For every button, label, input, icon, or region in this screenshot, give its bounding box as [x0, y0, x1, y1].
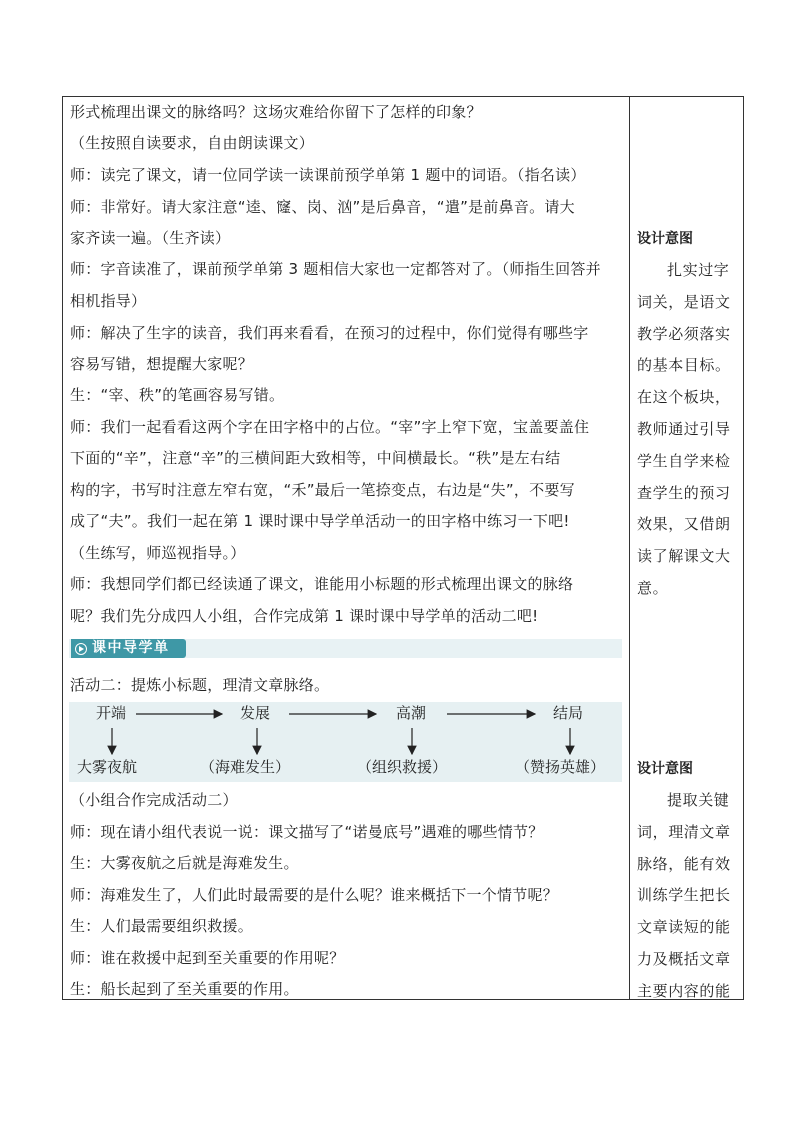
flow-stage: 开端 [96, 704, 127, 722]
text-line: 生：人们最需要组织救援。 [70, 917, 254, 935]
text-line: 师：我想同学们都已经读通了课文，谁能用小标题的形式梳理出课文的脉络 [70, 575, 574, 593]
design-intent-column [630, 97, 743, 999]
text-line: （生按照自读要求，自由朗读课文） [70, 134, 315, 152]
design-intent-heading: 设计意图 [637, 761, 693, 777]
text-line: 师：现在请小组代表说一说：课文描写了“诺曼底号”遇难的哪些情节？ [70, 823, 544, 841]
text-line: 师：解决了生字的读音，我们再来看看，在预习的过程中，你们觉得有哪些字 [70, 324, 589, 342]
design-intent-text: 扎实过字词关，是语文教学必须落实的基本目标。在这个板块，教师通过引导学生自学来检查学生的预习效果，又借朗读了解课文大意。 [637, 261, 731, 597]
text-line: 生：“宰、秩”的笔画容易写错。 [70, 386, 285, 404]
flow-answer: （海难发生） [200, 758, 291, 776]
design-intent-heading: 设计意图 [637, 231, 693, 247]
text-line: 师：我们一起看看这两个字在田字格中的占位。“宰”字上窄下宽，宝盖要盖住 [70, 418, 590, 436]
section-banner [69, 639, 622, 658]
design-intent-text: 提取关键词，理清文章脉络，能有效训练学生把长文章读短的能力及概括文章主要内容的能 [637, 791, 731, 1000]
text-line: 师：非常好。请大家注意“逵、窿、岗、汹”是后鼻音，“遣”是前鼻音。请大 [70, 198, 575, 216]
text-line: 师：字音读准了，课前预学单第 3 题相信大家也一定都答对了。（师指生回答并 [70, 260, 601, 278]
text-line: 家齐读一遍。（生齐读） [70, 229, 231, 247]
text-line: 生：船长起到了至关重要的作用。 [70, 980, 299, 998]
flow-stage: 结局 [553, 704, 584, 722]
text-line: （小组合作完成活动二） [70, 791, 238, 809]
flow-stage: 发展 [240, 704, 271, 722]
text-line: 容易写错，想提醒大家呢？ [70, 355, 254, 373]
flow-answer: （赞扬英雄） [515, 758, 606, 776]
activity-title: 活动二：提炼小标题，理清文章脉络。 [70, 676, 330, 694]
text-line: 下面的“辛”，注意“辛”的三横间距大致相等，中间横最长。“秩”是左右结 [70, 449, 561, 467]
text-line: 成了“夫”。我们一起在第 1 课时课中导学单活动一的田字格中练习一下吧! [70, 512, 570, 530]
banner-label: 课中导学单 [92, 640, 170, 656]
text-line: 生：大雾夜航之后就是海难发生。 [70, 854, 299, 872]
play-circle-icon [75, 643, 87, 655]
text-line: 构的字，书写时注意左窄右宽，“禾”最后一笔捺变点，右边是“失”，不要写 [70, 481, 575, 499]
text-line: 师：读完了课文，请一位同学读一读课前预学单第 1 题中的词语。（指名读） [70, 166, 586, 184]
plot-flow-diagram [69, 702, 622, 782]
text-line: （生练写，师巡视指导。） [70, 544, 246, 562]
text-line: 形式梳理出课文的脉络吗？这场灾难给你留下了怎样的印象？ [70, 103, 482, 121]
text-line: 相机指导） [70, 292, 147, 310]
lesson-content-column [63, 97, 630, 999]
text-line: 师：谁在救援中起到至关重要的作用呢？ [70, 949, 345, 967]
flow-answer: 大雾夜航 [77, 758, 138, 776]
text-line: 呢？我们先分成四人小组，合作完成第 1 课时课中导学单的活动二吧! [70, 607, 539, 625]
banner-tag [71, 639, 186, 658]
flow-answer: （组织救援） [357, 758, 448, 776]
text-line: 师：海难发生了，人们此时最需要的是什么呢？谁来概括下一个情节呢？ [70, 886, 559, 904]
flow-stage: 高潮 [396, 704, 427, 722]
lesson-table [62, 96, 744, 1000]
